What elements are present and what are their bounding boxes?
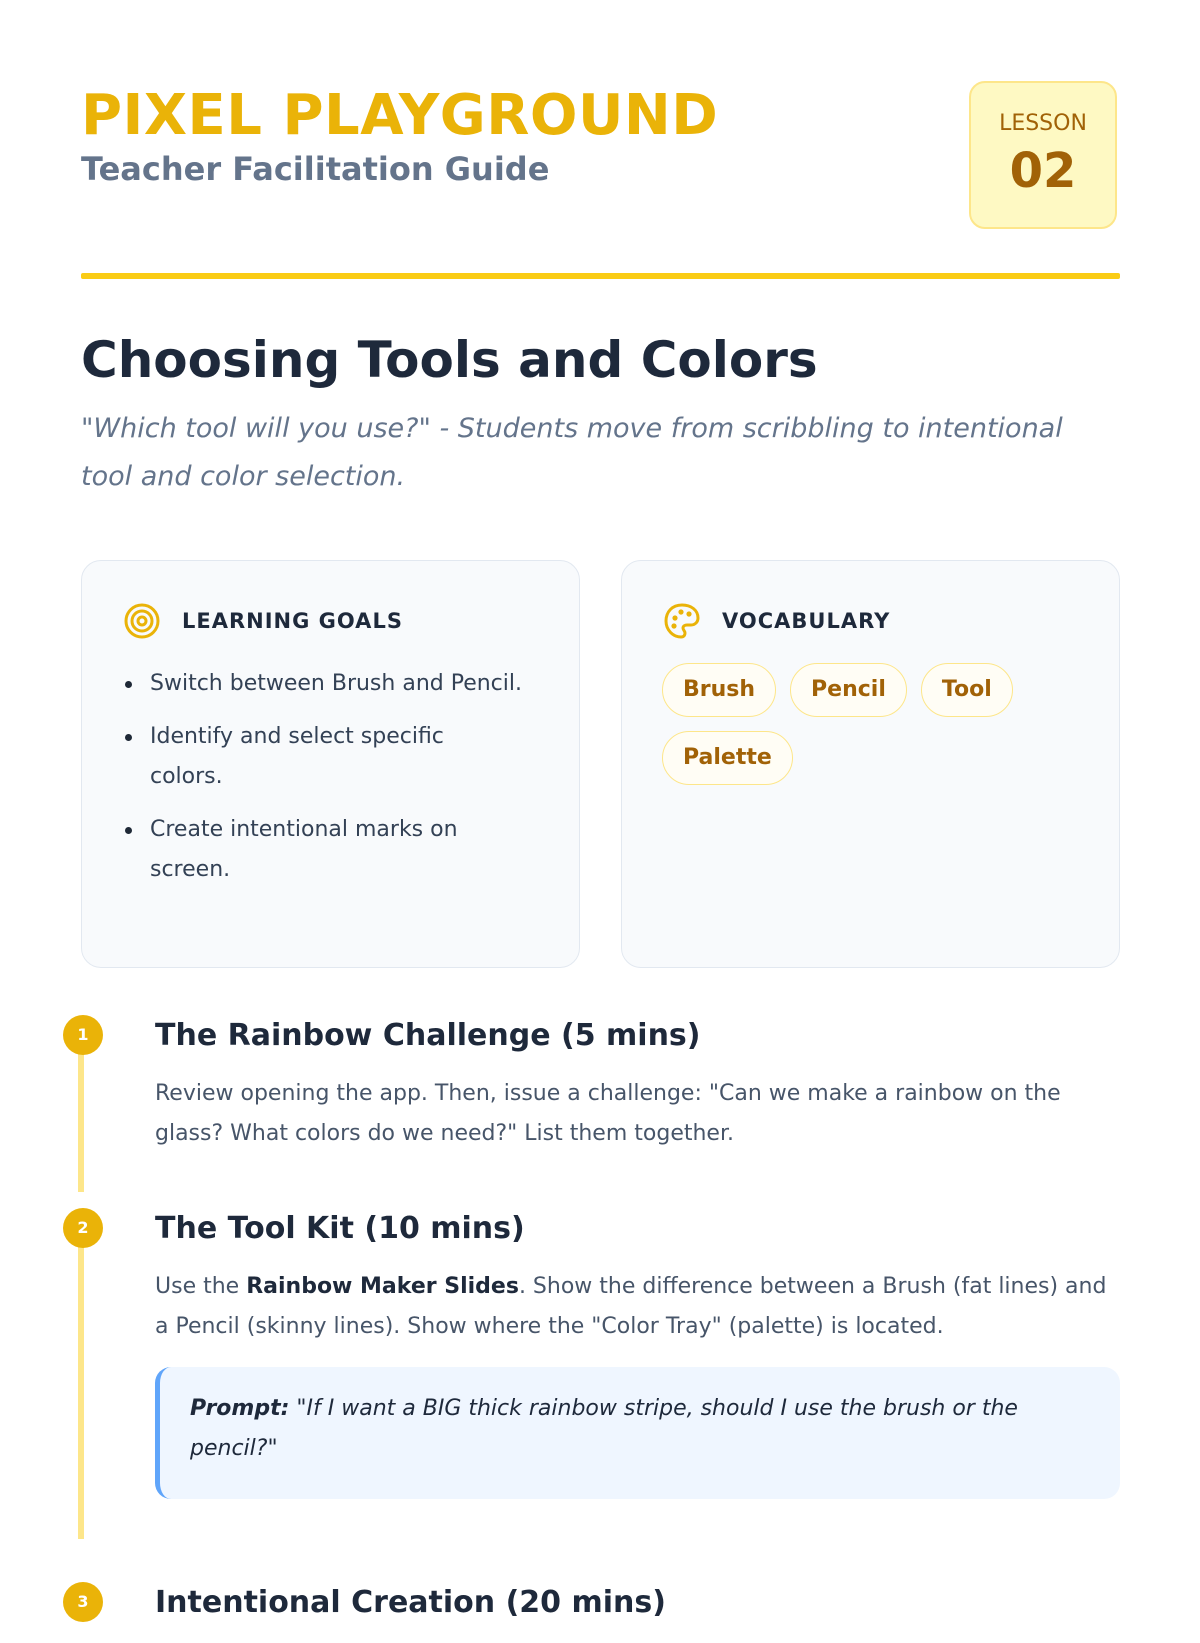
timeline-step-1 [77, 1016, 1120, 1176]
palette-icon [662, 601, 702, 641]
step-number-badge: 3 [63, 1582, 103, 1622]
lesson-badge-label: LESSON [999, 111, 1087, 136]
header-divider [81, 273, 1120, 279]
vocab-chip-brush: Brush [662, 663, 776, 717]
step-description-text: . Show the difference between a Brush (fat lines) and a Pencil (skinny lines). Show where the "Color Tray" (palette) is located. [155, 1274, 1107, 1339]
vocab-chip-pencil: Pencil [790, 663, 907, 717]
learning-goals-list [122, 664, 522, 903]
learning-goals-header [122, 601, 403, 641]
goal-text: Identify and select specific colors. [150, 724, 444, 789]
bullet-icon [125, 681, 132, 688]
step-description: Review opening the app. Then, issue a challenge: "Can we make a rainbow on the glass? What colors do we need?" List them together. [155, 1081, 1061, 1146]
brand-title: PIXEL PLAYGROUND [81, 83, 719, 148]
list-item [122, 810, 522, 890]
timeline-connector [78, 1036, 84, 1192]
vocabulary-heading: VOCABULARY [722, 609, 891, 633]
resource-name: Rainbow Maker Slides [246, 1274, 519, 1299]
step-title: The Rainbow Challenge (5 mins) [155, 1018, 701, 1053]
lesson-badge-number: 02 [1009, 143, 1077, 199]
guide-header [81, 80, 1120, 280]
vocab-chip-palette: Palette [662, 731, 793, 785]
timeline-step-3 [77, 1583, 1120, 1643]
step-description [155, 1267, 1120, 1347]
lesson-title: Choosing Tools and Colors [81, 331, 818, 389]
prompt-label: Prompt: [190, 1396, 290, 1421]
vocabulary-terms [662, 663, 1082, 785]
brand-subtitle: Teacher Facilitation Guide [81, 150, 550, 188]
timeline-connector [78, 1229, 84, 1539]
target-icon [122, 601, 162, 641]
bullet-icon [125, 827, 132, 834]
teacher-prompt-callout [155, 1367, 1120, 1499]
step-title: Intentional Creation (20 mins) [155, 1585, 666, 1620]
vocab-chip-tool: Tool [921, 663, 1013, 717]
step-number-badge: 2 [63, 1208, 103, 1248]
goal-text: Create intentional marks on screen. [150, 817, 458, 882]
prompt-text: "If I want a BIG thick rainbow stripe, should I use the brush or the pencil?" [190, 1396, 1018, 1461]
list-item [122, 664, 522, 704]
vocabulary-card [621, 560, 1120, 968]
learning-goals-heading: LEARNING GOALS [182, 609, 403, 633]
step-title: The Tool Kit (10 mins) [155, 1211, 525, 1246]
lesson-tagline: "Which tool will you use?" - Students move from scribbling to intentional tool and color selection. [81, 413, 1063, 492]
step-description-text: Use the [155, 1274, 247, 1299]
facilitation-guide-page [77, 0, 1120, 1620]
timeline-step-2 [77, 1209, 1120, 1529]
vocabulary-header [662, 601, 890, 641]
list-item [122, 717, 522, 797]
learning-goals-card [81, 560, 580, 968]
lesson-badge [969, 81, 1117, 229]
step-number-badge: 1 [63, 1015, 103, 1055]
goal-text: Switch between Brush and Pencil. [150, 671, 522, 696]
bullet-icon [125, 734, 132, 741]
